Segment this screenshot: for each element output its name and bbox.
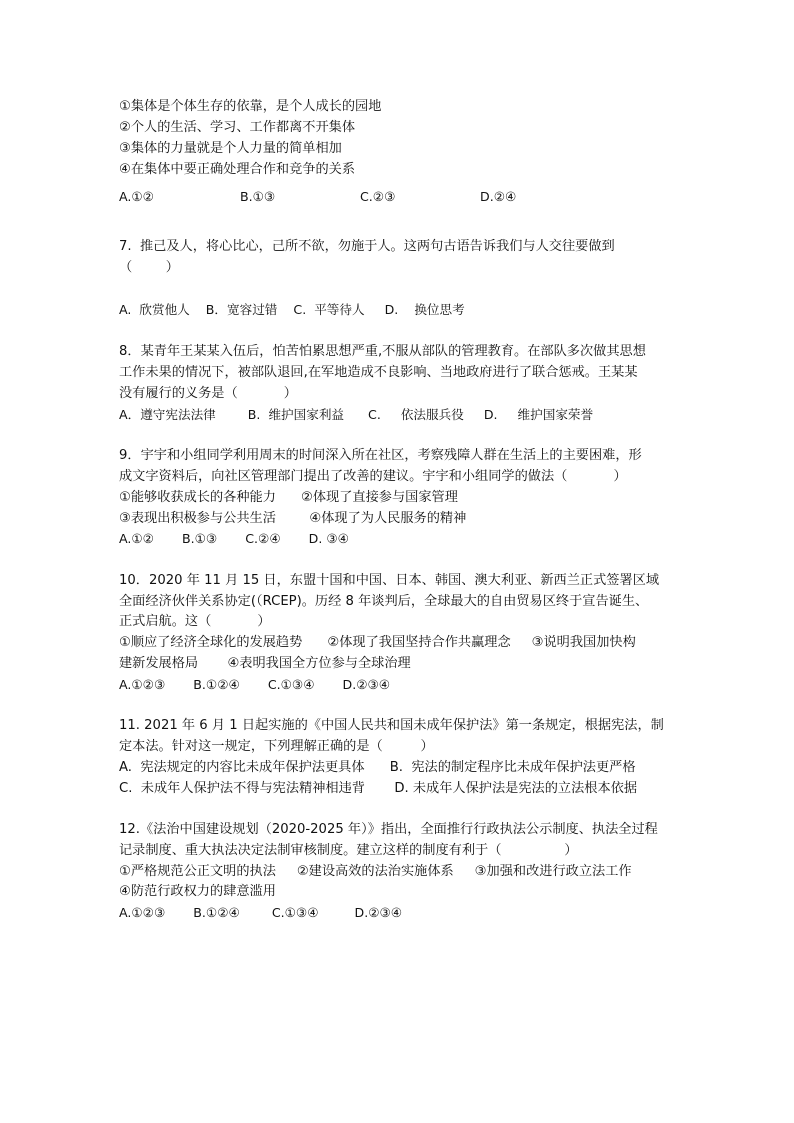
q7-options: A. 欣赏他人 B．宽容过错 C. 平等待人 D. 换位思考: [119, 302, 465, 317]
q9-options: A.①② B.①③ C.②④ D. ③④: [119, 531, 349, 546]
q11-stem-line-1: 11. 2021 年 6 月 1 日起实施的《中国人民共和国未成年保护法》第一条规定，根据宪法，制: [119, 718, 664, 733]
q8-stem-line-3: 没有履行的义务是（ ）: [119, 386, 297, 401]
q11-stem-line-2: 定本法。针对这一规定，下列理解正确的是（ ）: [119, 739, 434, 754]
q10-options: A.①②③ B.①②④ C.①③④ D.②③④: [119, 677, 391, 692]
q6-statement-3: ③集体的力量就是个人力量的简单相加: [119, 141, 342, 156]
q9-stem-line-2: 成文字资料后，向社区管理部门提出了改善的建议。宇宇和小组同学的做法（ ）: [119, 469, 627, 484]
q10-stem-line-2: 全面经济伙伴关系协定(（RCEP)。历经 8 年谈判后，全球最大的自由贸易区终于宣告诞生、: [119, 594, 649, 609]
q9-statement-line-2: ③表现出积极参与公共生活 ④体现了为人民服务的精神: [119, 511, 467, 526]
q8-stem-line-2: 工作未果的情况下，被部队退回,在军地造成不良影响、当地政府进行了联合惩戒。王某某: [119, 365, 638, 380]
q6-statement-2: ②个人的生活、学习、工作都离不开集体: [119, 120, 356, 135]
q12-statement-line-1: ①严格规范公正文明的执法 ②建设高效的法治实施体系 ③加强和改进行政立法工作: [119, 864, 632, 879]
q9-statement-line-1: ①能够收获成长的各种能力 ②体现了直接参与国家管理: [119, 490, 458, 505]
q6-option-c: C.②③: [360, 189, 396, 204]
q6-option-a: A.①②: [119, 189, 154, 204]
q7-stem-line-1: 7. 推己及人，将心比心，己所不欲，勿施于人。这两句古语告诉我们与人交往要做到: [119, 239, 615, 254]
q12-stem-line-2: 记录制度、重大执法决定法制审核制度。建立这样的制度有利于（ ）: [119, 843, 578, 858]
q6-statement-1: ①集体是个体生存的依靠，是个人成长的园地: [119, 99, 382, 114]
q8-options: A．遵守宪法法律 B. 维护国家利益 C. 依法服兵役 D. 维护国家荣誉: [119, 407, 594, 422]
q6-statement-4: ④在集体中要正确处理合作和竞争的关系: [119, 162, 356, 177]
q10-stem-line-3: 正式启航。这（ ）: [119, 614, 271, 629]
q11-options-line-1: A. 宪法规定的内容比未成年保护法更具体 B. 宪法的制定程序比未成年保护法更严格: [119, 760, 636, 775]
q12-statement-line-2: ④防范行政权力的肆意滥用: [119, 884, 276, 899]
q12-stem-line-1: 12.《法治中国建设规划（2020-2025 年）》指出，全面推行行政执法公示制度、执法全过程: [119, 822, 658, 837]
q10-stem-line-1: 10．2020 年 11 月 15 日，东盟十国和中国、日本、韩国、澳大利亚、新西兰正式签署区域: [119, 573, 660, 588]
q9-stem-line-1: 9．宇宇和小组同学利用周末的时间深入所在社区，考察残障人群在生活上的主要困难，形: [119, 448, 642, 463]
q8-stem-line-1: 8．某青年王某某入伍后，怕苦怕累思想严重,不服从部队的管理教育。在部队多次做其思想: [119, 344, 646, 359]
q6-option-d: D.②④: [480, 189, 517, 204]
q12-options: A.①②③ B.①②④ C.①③④ D.②③④: [119, 905, 403, 920]
q10-statement-line-1: ①顺应了经济全球化的发展趋势 ②体现了我国坚持合作共赢理念 ③说明我国加快构: [119, 635, 636, 650]
q10-statement-line-2: 建新发展格局 ④表明我国全方位参与全球治理: [119, 656, 411, 671]
q6-option-b: B.①③: [240, 189, 276, 204]
q11-options-line-2: C. 未成年人保护法不得与宪法精神相违背 D. 未成年人保护法是宪法的立法根本依据: [119, 781, 638, 796]
q7-stem-line-2: （ ）: [119, 260, 179, 275]
